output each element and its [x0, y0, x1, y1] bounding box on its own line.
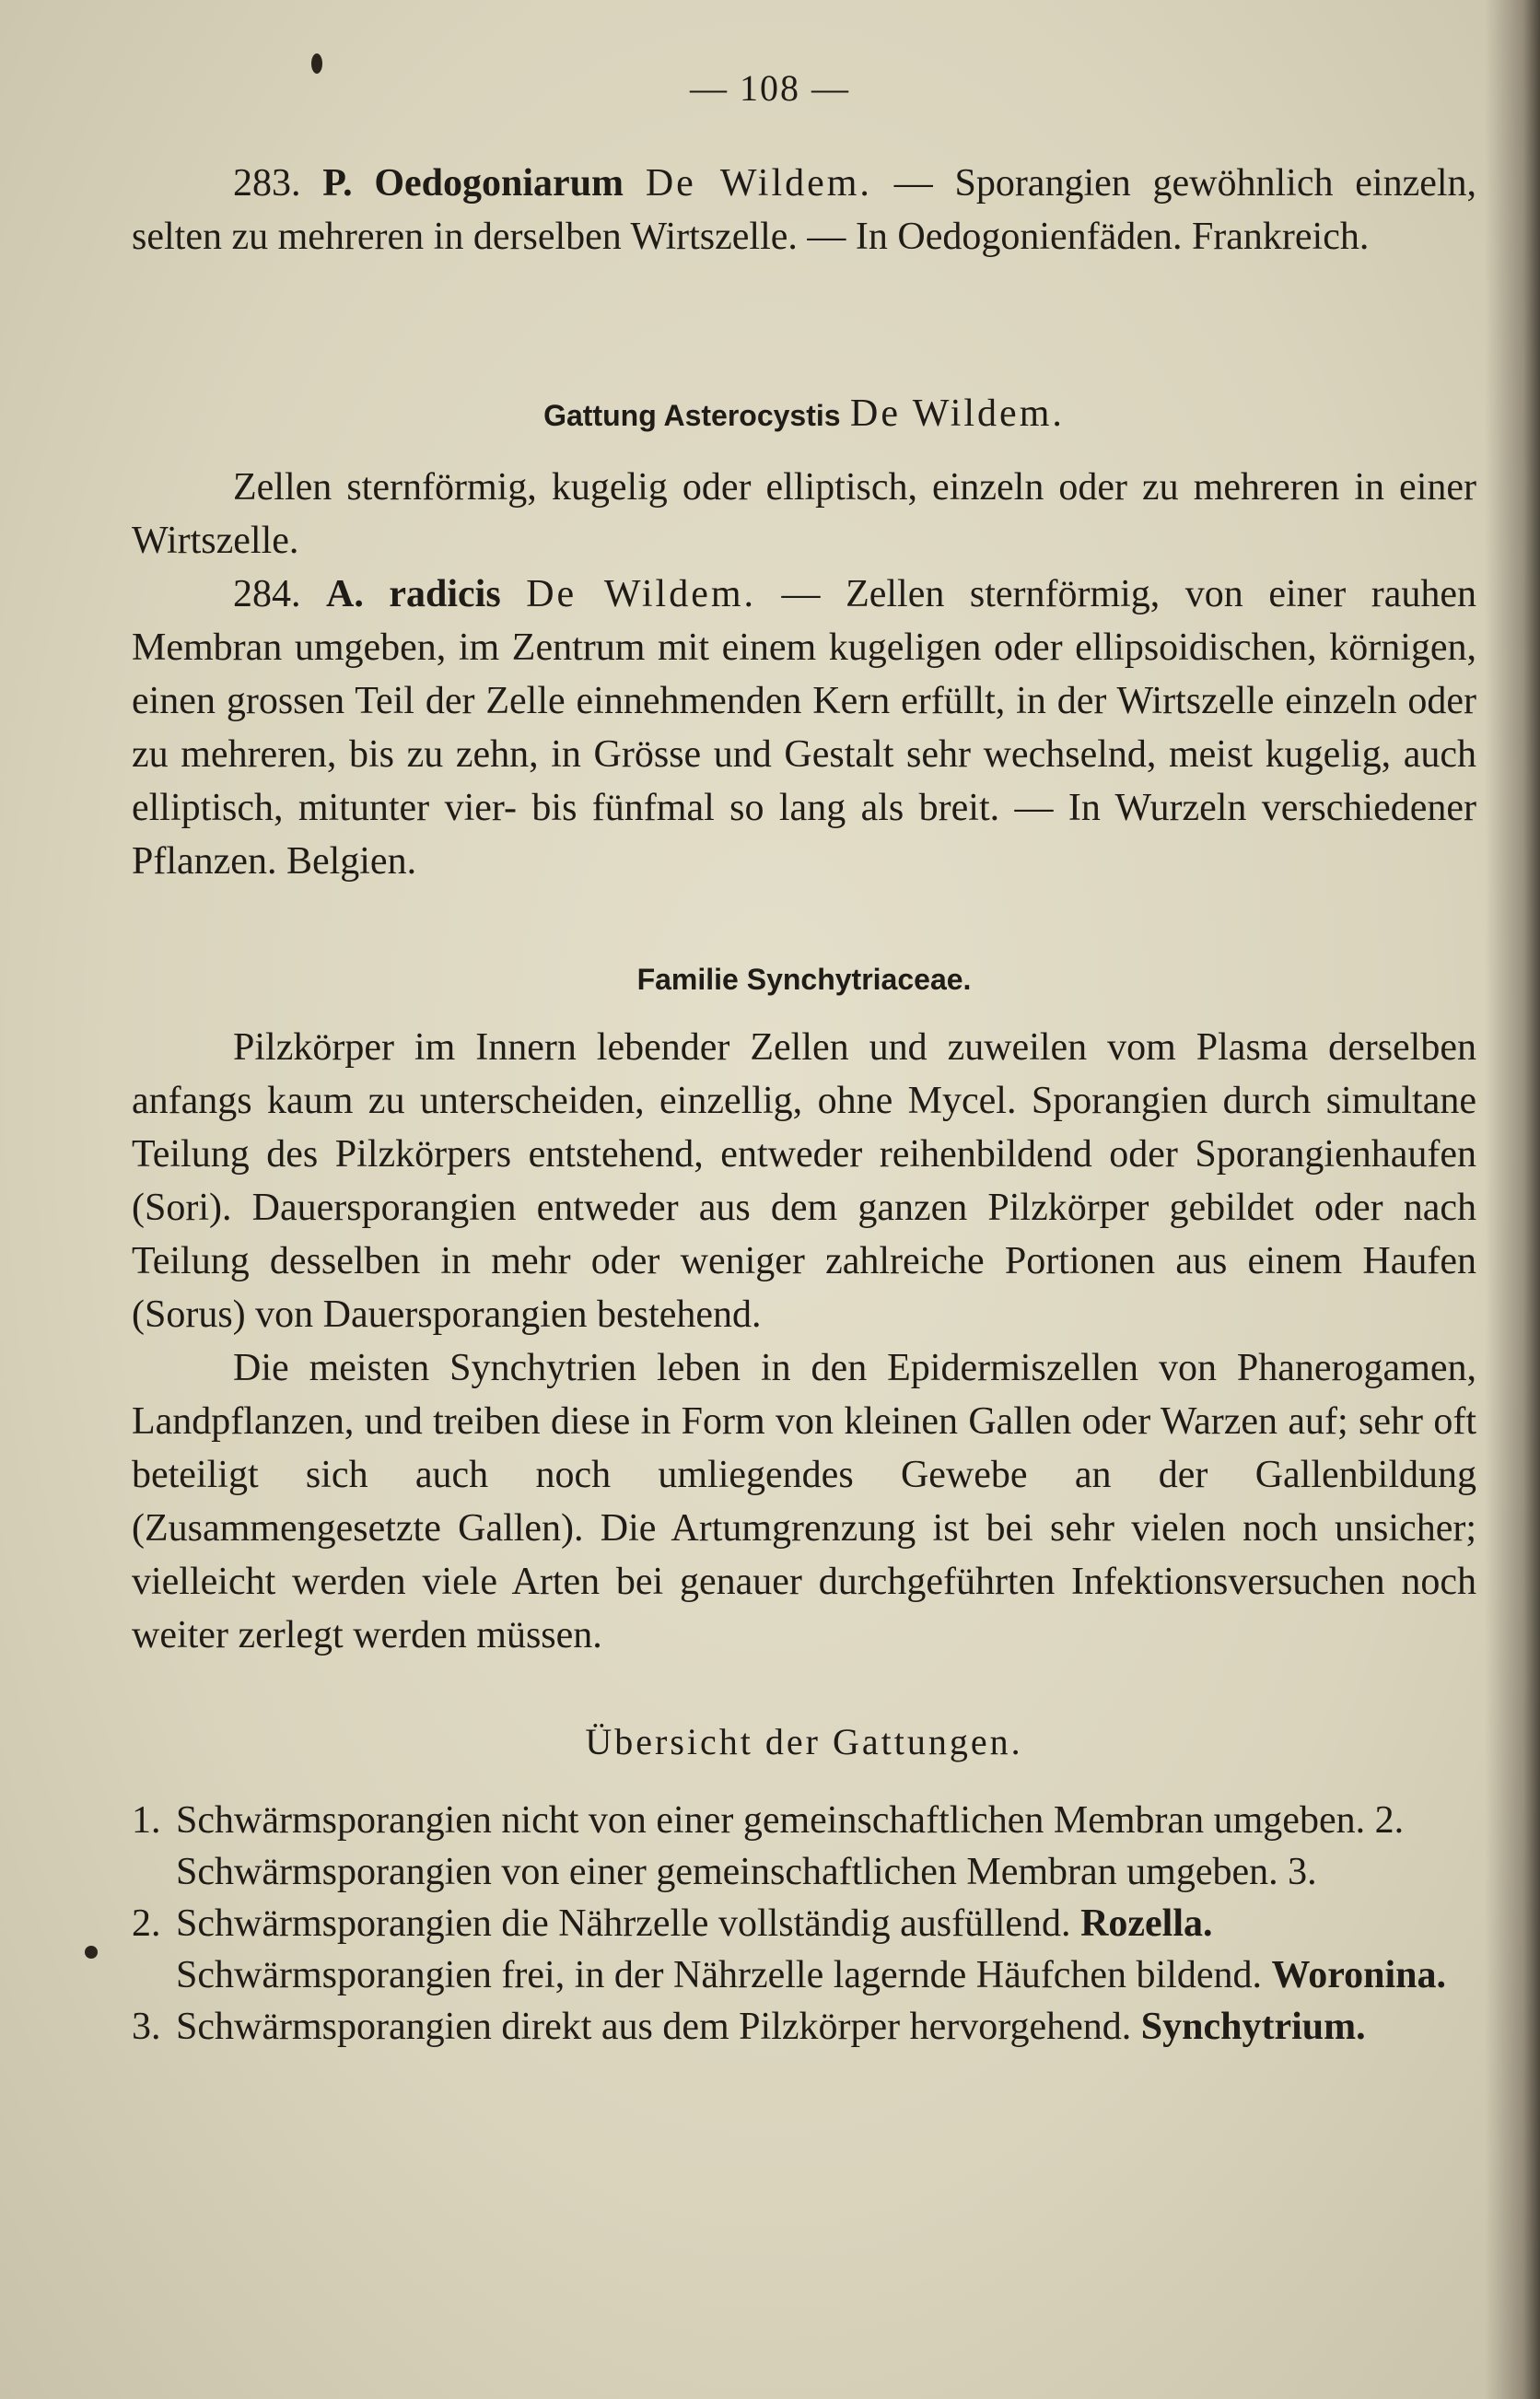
family-paragraph-1: Pilzkörper im Innern lebender Zellen und zuweilen vom Plasma derselben anfangs kaum zu unterscheiden, einzellig, ohne Mycel. Sporangien durch simultane Teilung des Pilzkörpers entstehend, entweder reihenbildend oder Sporangienhaufen (Sori). Dauersporangien entweder aus dem ganzen Pilzkörper gebildet oder nach Teilung desselben in mehr oder weniger zahlreiche Portionen aus einem Haufen (Sorus) von Dauersporangien bestehend.	[132, 1026, 1476, 1336]
key-heading	[132, 1715, 1476, 1769]
key-option-b: Schwärmsporangien von einer gemeinschaftlichen Membran umgeben. 3.	[176, 1851, 1317, 1893]
entry-284-text	[132, 568, 1476, 888]
author: De Wildem.	[526, 573, 757, 615]
genus-name-rozella: Rozella.	[1080, 1902, 1213, 1945]
genus-key	[132, 1795, 1476, 2053]
entry-number: 283.	[233, 162, 301, 205]
species-name: P. Oedogoniarum	[322, 162, 624, 205]
entry-283	[132, 157, 1476, 263]
genus-name-synchytrium: Synchytrium.	[1140, 2006, 1366, 2048]
genus-heading	[132, 387, 1476, 442]
author: De Wildem.	[645, 162, 872, 205]
genus-description: Zellen sternförmig, kugelig oder elliptisch, einzeln oder zu mehreren in einer Wirtszelle.	[132, 466, 1476, 562]
key-title: Übersicht der Gattungen.	[585, 1721, 1023, 1762]
page-edge-shadow	[1485, 0, 1540, 2399]
entry-description: — Zellen sternförmig, von einer rauhen Membran umgeben, im Zentrum mit einem kugeligen oder ellipsoidischen, körnigen, einen grossen Teil der Zelle einnehmenden Kern erfüllt, in der Wirtszelle einzeln oder zu mehreren, bis zu zehn, in Grösse und Gestalt sehr wechselnd, meist kugelig, auch elliptisch, mitunter vier- bis fünfmal so lang als breit. — In Wurzeln verschiedener Pflanzen. Belgien.	[132, 573, 1477, 883]
key-option-text: Schwärmsporangien die Nährzelle vollständig ausfüllend.	[176, 1902, 1081, 1945]
key-item-3	[132, 2001, 1476, 2053]
family-label: Familie Synchytriaceae.	[636, 963, 972, 996]
genus-author: De Wildem.	[850, 392, 1065, 435]
entry-description: — Sporangien gewöhnlich einzeln, selten zu mehreren in derselben Wirtszelle. — In Oedogonienfäden. Frankreich.	[132, 162, 1477, 258]
family-paragraph-2: Die meisten Synchytrien leben in den Epidermiszellen von Phanerogamen, Landpflanzen, und treiben diese in Form von kleinen Gallen oder Warzen auf; sehr oft beteiligt sich auch noch umliegendes Gewebe an der Gallenbildung (Zusammengesetzte Gallen). Die Artumgrenzung ist bei sehr vielen noch unsicher; vielleicht werden viele Arten bei genauer durchgeführten Infektionsversuchen noch weiter zerlegt werden müssen.	[132, 1347, 1476, 1656]
key-number: 3.	[132, 2006, 161, 2048]
species-name: A. radicis	[326, 573, 501, 615]
key-option-a	[176, 1898, 1476, 1949]
family-description-block	[132, 1021, 1476, 1662]
family-heading	[132, 951, 1476, 1006]
key-option-a: Schwärmsporangien nicht von einer gemeinschaftlichen Membran umgeben. 2.	[176, 1799, 1405, 1842]
genus-label: Gattung Asterocystis	[543, 399, 841, 432]
genus-name-woronina: Woronina.	[1271, 1954, 1446, 1996]
ink-spot	[85, 1946, 98, 1959]
key-option-b	[176, 1949, 1476, 2001]
key-item-1	[132, 1795, 1476, 1898]
entry-283-text	[132, 157, 1476, 263]
entry-number: 284.	[233, 573, 301, 615]
key-option-text: Schwärmsporangien frei, in der Nährzelle lagernde Häufchen bildend.	[176, 1954, 1272, 1996]
key-item-2	[132, 1898, 1476, 2001]
key-number: 1.	[132, 1799, 161, 1842]
key-option-text: Schwärmsporangien direkt aus dem Pilzkörper hervorgehend.	[176, 2006, 1141, 2048]
genus-description-block	[132, 461, 1476, 888]
page-number: — 108 —	[690, 67, 850, 109]
key-number: 2.	[132, 1902, 161, 1945]
key-option-a	[176, 2001, 1476, 2053]
